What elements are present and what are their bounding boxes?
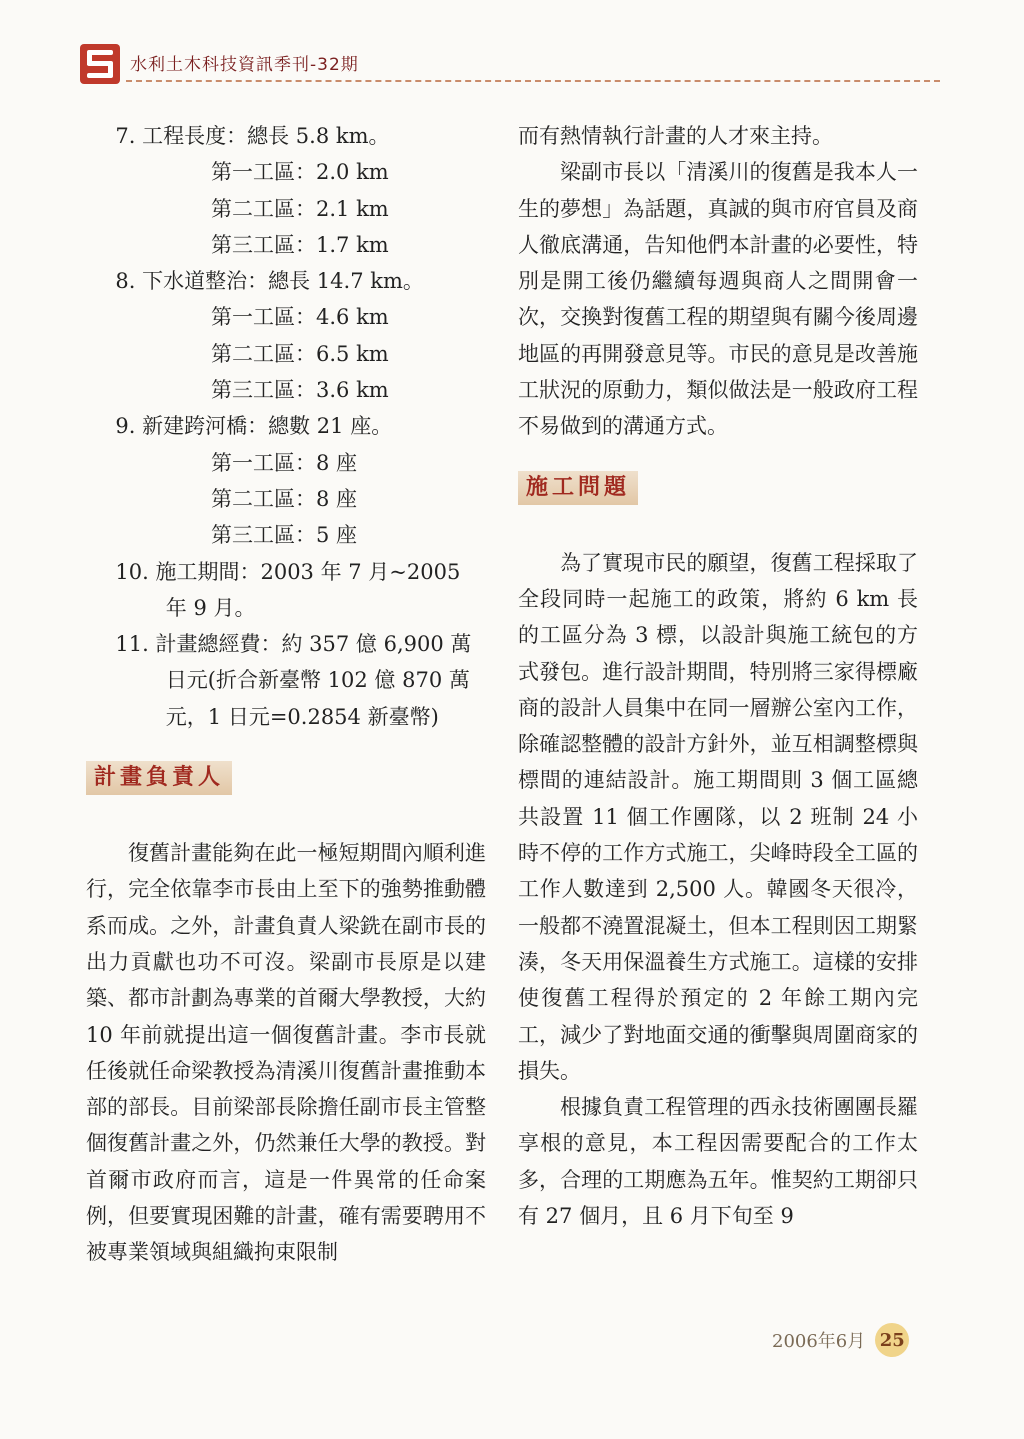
list-subitem: 第一工區：4.6 km — [211, 305, 389, 330]
body-paragraph: 復舊計畫能夠在此一極短期間內順利進行，完全依靠李市長由上至下的強勢推動體系而成。之外，計畫負責人梁銑在副市長的出力貢獻也功不可沒。梁副市長原是以建築、都市計劃為專業的首爾大學教授，大約 10 年前就提出這一個復舊計畫。李市長就任後就任命梁教授為清溪川復舊計畫推動本部的部長。目前梁部長除擔任副市長主管整個復舊計畫之外，仍然兼任大學的教授。對首爾市政府而言，這是一件異常的任命案例，但要實現困難的計畫，確有需要聘用不被專業領域與組織拘束限制 — [86, 841, 486, 1265]
header-divider — [126, 80, 940, 82]
page-header — [80, 44, 940, 94]
body-paragraph: 梁副市長以「清溪川的復舊是我本人一生的夢想」為話題，真誠的與市府官員及商人徹底溝通，告知他們本計畫的必要性，特別是開工後仍繼續每週與商人之間開會一次，交換對復舊工程的期望與有關今後周邊地區的再開發意見等。市民的意見是改善施工狀況的原動力，類似做法是一般政府工程不易做到的溝通方式。 — [518, 160, 918, 439]
body-paragraph-continuation: 而有熱情執行計畫的人才來主持。 — [518, 124, 833, 148]
list-subitem: 第三工區：5 座 — [211, 523, 358, 548]
page-footer — [772, 1323, 909, 1357]
list-subitem: 第三工區：1.7 km — [211, 232, 389, 257]
list-subitem: 第三工區：3.6 km — [211, 378, 389, 403]
section-heading: 施工問題 — [518, 471, 638, 505]
journal-title: 水利土木科技資訊季刊-32期 — [130, 55, 359, 75]
journal-logo-icon — [80, 44, 120, 84]
section-heading-wrapper — [86, 735, 486, 835]
list-item: 7. 工程長度：總長 5.8 km。 — [115, 124, 390, 148]
section-heading: 計畫負責人 — [86, 761, 232, 795]
list-subitem: 第一工區：8 座 — [211, 450, 358, 475]
list-item: 11. 計畫總經費：約 357 億 6,900 萬日元(折合新臺幣 102 億 870 萬元，1 日元=0.2854 新臺幣) — [115, 632, 472, 729]
page-number: 25 — [875, 1323, 909, 1357]
section-heading-wrapper — [518, 445, 918, 545]
right-column — [518, 118, 918, 1234]
left-column — [86, 118, 486, 1271]
body-paragraph: 根據負責工程管理的西永技術團團長羅享根的意見，本工程因需要配合的工作太多，合理的工期應為五年。惟契約工期卻只有 27 個月，且 6 月下旬至 9 — [518, 1095, 918, 1229]
list-item: 8. 下水道整治：總長 14.7 km。 — [115, 269, 424, 294]
list-subitem: 第二工區：6.5 km — [211, 341, 389, 366]
body-paragraph: 為了實現市民的願望，復舊工程採取了全段同時一起施工的政策，將約 6 km 長的工區分為 3 標，以設計與施工統包的方式發包。進行設計期間，特別將三家得標廠商的設計人員集中在同一層辦公室內工作，除確認整體的設計方針外，並互相調整標與標間的連結設計。施工期間則 3 個工區總共設置 11 個工作團隊，以 2 班制 24 小時不停的工作方式施工，尖峰時段全工區的工作人數達到 2,500 人。韓國冬天很冷，一般都不澆置混凝土，但本工程則因工期緊湊，冬天用保溫養生方式施工。這樣的安排使復舊工程得於預定的 2 年餘工期內完工，減少了對地面交通的衝擊與周圍商家的損失。 — [518, 550, 918, 1083]
list-item: 9. 新建跨河橋：總數 21 座。 — [115, 414, 393, 439]
list-subitem: 第二工區：8 座 — [211, 486, 358, 511]
list-item: 10. 施工期間：2003 年 7 月~2005 年 9 月。 — [115, 559, 461, 620]
issue-date: 2006年6月 — [772, 1331, 866, 1352]
list-subitem: 第一工區：2.0 km — [211, 160, 389, 185]
list-subitem: 第二工區：2.1 km — [211, 196, 389, 221]
